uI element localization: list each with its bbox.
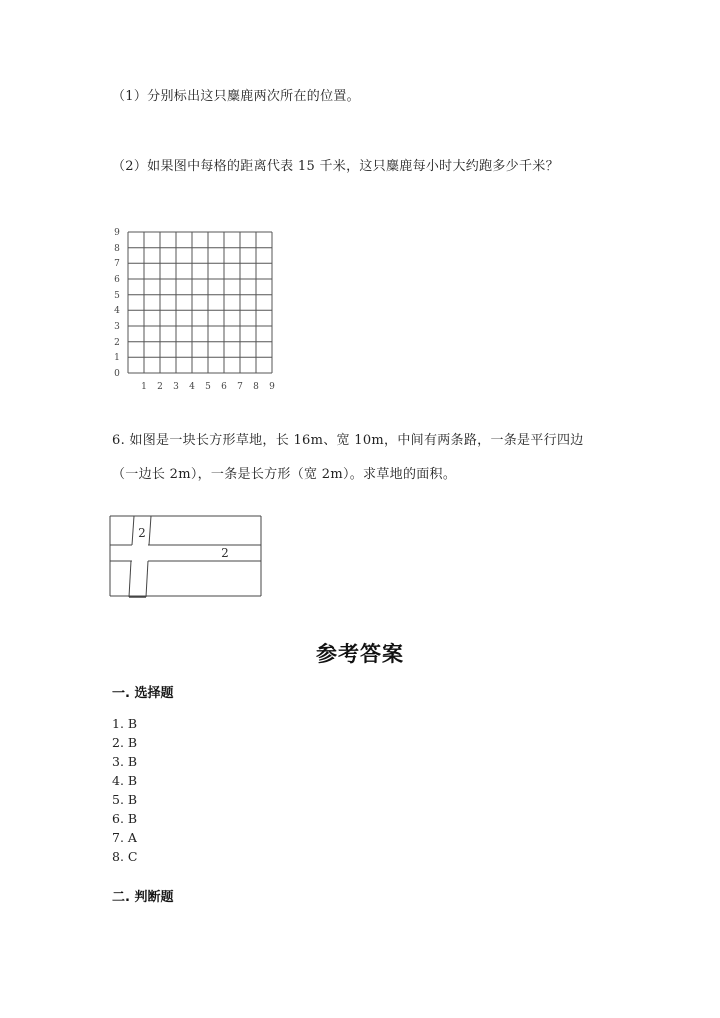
y-label: 9 [114, 228, 120, 238]
y-label: 8 [114, 243, 120, 254]
x-label: 8 [253, 382, 259, 392]
x-axis-labels [136, 382, 280, 392]
question-5-part-1: （1）分别标出这只麋鹿两次所在的位置。 [112, 89, 360, 104]
y-label: 5 [114, 290, 120, 301]
coordinate-grid-figure [100, 222, 290, 397]
answer-item: 4. B [112, 773, 138, 788]
answer-item: 2. B [112, 735, 138, 750]
x-label: 9 [269, 382, 275, 392]
answers-title: 参考答案 [316, 642, 404, 666]
answer-item: 7. A [112, 830, 137, 845]
y-label: 2 [114, 337, 120, 348]
x-label: 3 [173, 382, 179, 392]
parallelogram-width-label: 2 [138, 526, 146, 540]
y-label: 0 [114, 369, 120, 380]
road-width-label: 2 [221, 546, 229, 560]
question-6-line-2: （一边长 2m），一条是长方形（宽 2m）。求草地的面积。 [112, 467, 457, 482]
y-label: 4 [114, 306, 120, 317]
y-label: 1 [114, 353, 120, 364]
answer-item: 5. B [112, 792, 138, 807]
x-label: 7 [237, 382, 243, 392]
lawn-figure [108, 514, 264, 600]
question-5-part-2: （2）如果图中每格的距离代表 15 千米，这只麋鹿每小时大约跑多少千米？ [112, 159, 559, 174]
question-6-line-1: 6. 如图是一块长方形草地，长 16m、宽 10m，中间有两条路，一条是平行四边 [112, 433, 584, 448]
x-label: 5 [205, 382, 211, 392]
y-axis-labels [112, 226, 122, 383]
answer-item: 8. C [112, 849, 138, 864]
y-label: 7 [114, 259, 120, 270]
x-label: 6 [221, 382, 227, 392]
x-label: 2 [157, 382, 163, 392]
section-2-heading: 二. 判断题 [112, 890, 174, 905]
x-label: 4 [189, 382, 195, 392]
x-label: 1 [141, 382, 147, 392]
y-label: 3 [114, 322, 120, 333]
answer-item: 1. B [112, 716, 138, 731]
answer-item: 3. B [112, 754, 138, 769]
y-label: 6 [114, 275, 120, 286]
section-1-heading: 一. 选择题 [112, 686, 174, 701]
grid-lines [128, 232, 272, 373]
answer-item: 6. B [112, 811, 138, 826]
